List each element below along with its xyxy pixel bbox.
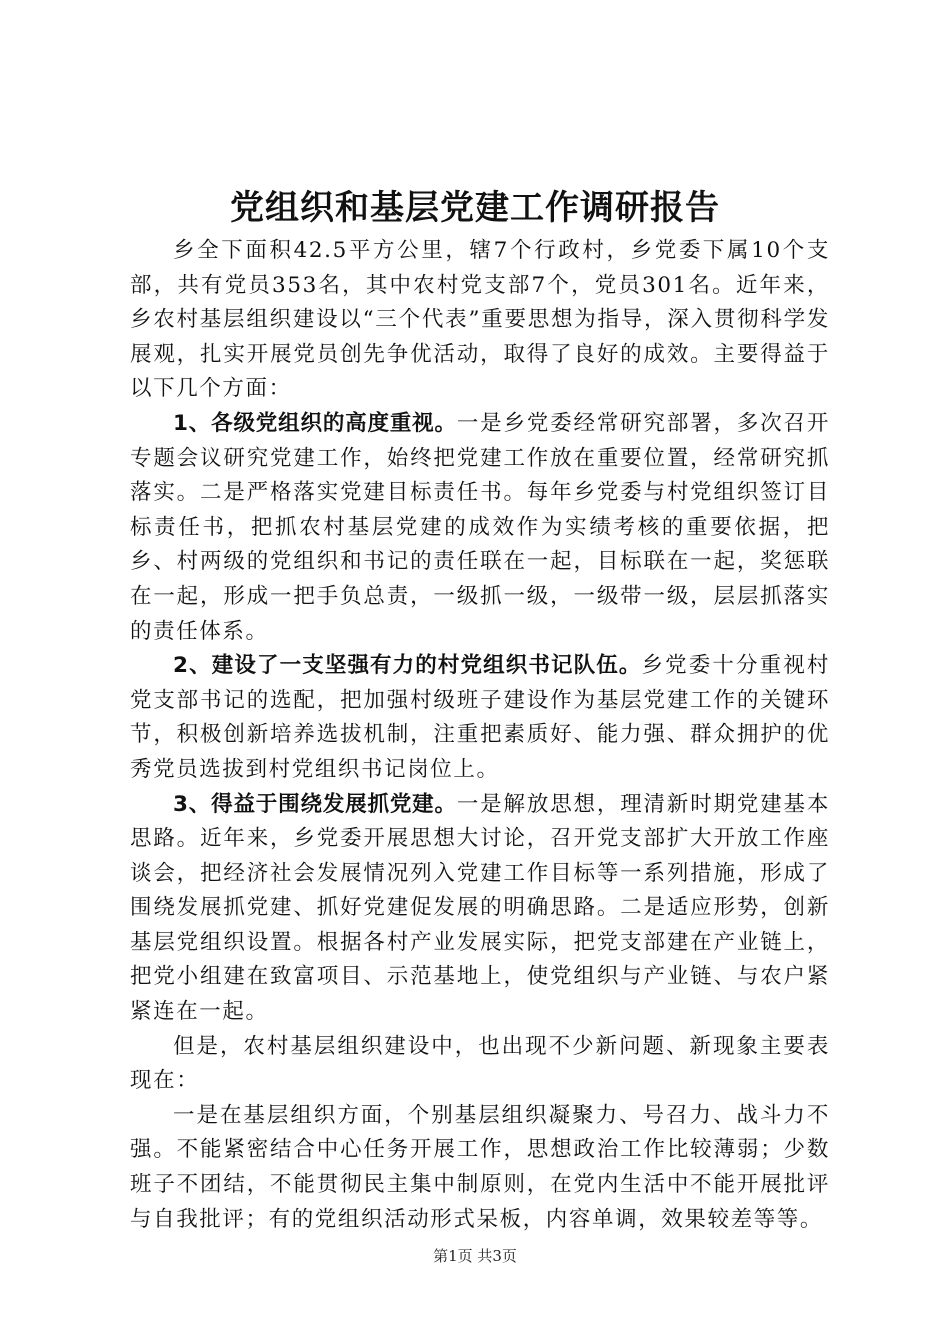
paragraph-text: 乡党委十分重视村党支部书记的选配，把加强村级班子建设作为基层党建工作的关键环节，积极创新培养选拔机制，注重把素质好、能力强、群众拥护的优秀党员选拔到村党组织书记岗位上。 — [130, 653, 830, 782]
paragraph-point-2 — [130, 649, 830, 787]
paragraph-lead: 2、建设了一支坚强有力的村党组织书记队伍。 — [173, 653, 642, 679]
paragraph-point-3 — [130, 788, 830, 1030]
paragraph-point-1 — [130, 407, 830, 649]
paragraph-problems-intro — [130, 1030, 830, 1099]
paragraph-lead: 3、得益于围绕发展抓党建。 — [173, 791, 457, 817]
paragraph-text: 一是解放思想，理清新时期党建基本思路。近年来，乡党委开展思想大讨论，召开党支部扩大开放工作座谈会，把经济社会发展情况列入党建工作目标等一系列措施，形成了围绕发展抓党建、抓好党建促发展的明确思路。二是适应形势，创新基层党组织设置。根据各村产业发展实际，把党支部建在产业链上，把党小组建在致富项目、示范基地上，使党组织与产业链、与农户紧紧连在一起。 — [130, 791, 830, 1025]
document-body — [130, 234, 830, 1237]
paragraph-problem-1 — [130, 1099, 830, 1237]
paragraph-text: 但是，农村基层组织建设中，也出现不少新问题、新现象主要表现在： — [130, 1033, 830, 1094]
paragraph-text: 乡全下面积42.5平方公里，辖7个行政村，乡党委下属10个支部，共有党员353名，其中农村党支部7个，党员301名。近年来，乡农村基层组织建设以“三个代表”重要思想为指导，深入贯彻科学发展观，扎实开展党员创先争优活动，取得了良好的成效。主要得益于以下几个方面： — [130, 238, 830, 402]
document-title: 党组织和基层党建工作调研报告 — [230, 188, 720, 228]
page-number-footer: 第1页 共3页 — [433, 1247, 517, 1265]
paragraph-lead: 1、各级党组织的高度重视。 — [173, 410, 457, 436]
paragraph-intro — [130, 234, 830, 407]
paragraph-text: 一是乡党委经常研究部署，多次召开专题会议研究党建工作，始终把党建工作放在重要位置，经常研究抓落实。二是严格落实党建目标责任书。每年乡党委与村党组织签订目标责任书，把抓农村基层党建的成效作为实绩考核的重要依据，把乡、村两级的党组织和书记的责任联在一起，目标联在一起，奖惩联在一起，形成一把手负总责，一级抓一级，一级带一级，层层抓落实的责任体系。 — [130, 410, 830, 644]
paragraph-text: 一是在基层组织方面，个别基层组织凝聚力、号召力、战斗力不强。不能紧密结合中心任务开展工作，思想政治工作比较薄弱；少数班子不团结，不能贯彻民主集中制原则，在党内生活中不能开展批评与自我批评；有的党组织活动形式呆板，内容单调，效果较差等等。 — [130, 1102, 830, 1232]
